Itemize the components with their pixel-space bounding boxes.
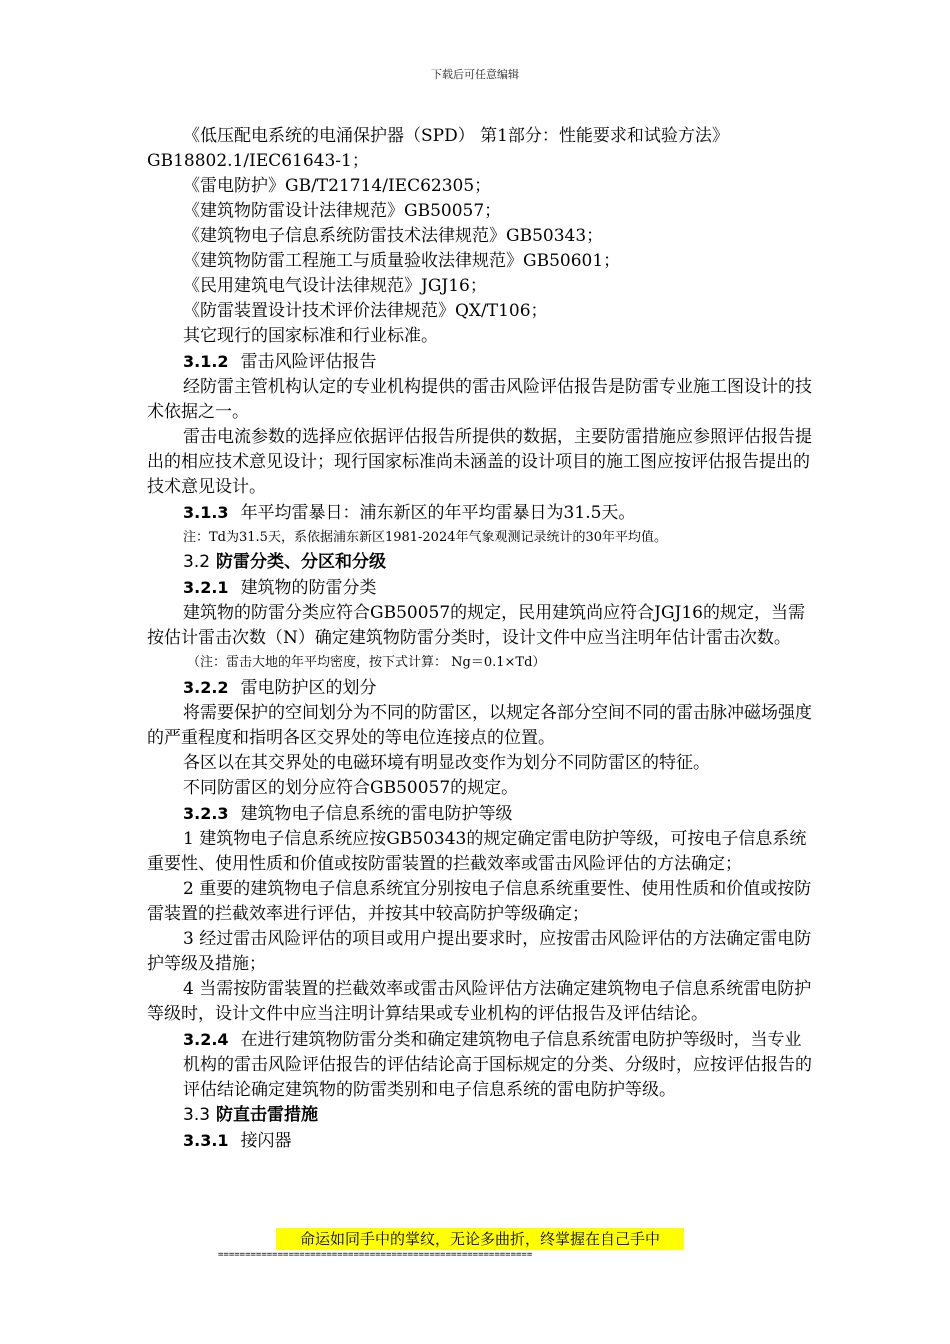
body-paragraph: 1 建筑物电子信息系统应按GB50343的规定确定雷电防护等级，可按电子信息系统重要性、使用性质和价值或按防雷装置的拦截效率或雷击风险评估的方法确定； bbox=[147, 829, 807, 874]
footer-motto: 命运如同手中的掌纹，无论多曲折，终掌握在自己手中 bbox=[276, 1228, 684, 1250]
body-paragraph: 各区以在其交界处的电磁环境有明显改变作为划分不同防雷区的特征。 bbox=[183, 753, 710, 773]
header-note: 下载后可任意编辑 bbox=[431, 68, 519, 81]
body-paragraph: 《雷电防护》GB/T21714/IEC62305； bbox=[183, 176, 492, 196]
section-number: 3.1.3 bbox=[183, 503, 229, 522]
section-number: 3.2 bbox=[183, 552, 211, 572]
body-paragraph: 3 经过雷击风险评估的项目或用户提出要求时，应按雷击风险评估的方法确定雷电防护等级及措施； bbox=[147, 929, 812, 974]
body-paragraph: 《建筑物电子信息系统防雷技术法律规范》GB50343； bbox=[183, 226, 604, 246]
subsection-heading bbox=[147, 500, 817, 526]
body-paragraph: 2 重要的建筑物电子信息系统宜分别按电子信息系统重要性、使用性质和价值或按防雷装置的拦截效率进行评估，并按其中较高防护等级确定； bbox=[147, 879, 812, 924]
section-number: 3.2.4 bbox=[183, 1030, 229, 1049]
section-text: 防直击雷措施 bbox=[216, 1105, 319, 1125]
section-text: 建筑物的防雷分类 bbox=[240, 578, 377, 598]
body-paragraph: 建筑物的防雷分类应符合GB50057的规定，民用建筑尚应符合JGJ16的规定，当需按估计雷击次数（N）确定建筑物防雷分类时，设计文件中应当注明年估计雷击次数。 bbox=[147, 603, 805, 648]
subsection-heading bbox=[147, 801, 817, 827]
subsection-heading bbox=[147, 1128, 817, 1154]
section-heading bbox=[147, 550, 817, 575]
body-paragraph: 将需要保护的空间划分为不同的防雷区，以规定各部分空间不同的雷击脉冲磁场强度的严重程度和指明各区交界处的等电位连接点的位置。 bbox=[147, 703, 812, 748]
body-paragraph: 《建筑物防雷设计法律规范》GB50057； bbox=[183, 201, 502, 221]
subsection-heading bbox=[147, 1027, 817, 1103]
body-paragraph: 雷击电流参数的选择应依据评估报告所提供的数据，主要防雷措施应参照评估报告提出的相应技术意见设计；现行国家标准尚未涵盖的设计项目的施工图应按评估报告提出的技术意见设计。 bbox=[147, 427, 812, 497]
body-paragraph: 《低压配电系统的电涌保护器（SPD） 第1部分：性能要求和试验方法》GB18802.1/IEC61643-1； bbox=[147, 126, 729, 171]
section-text: 接闪器 bbox=[240, 1131, 292, 1151]
note-paragraph: 注：Td为31.5天，系依据浦东新区1981-2024年气象观测记录统计的30年平均值。 bbox=[183, 530, 668, 545]
section-text: 雷电防护区的划分 bbox=[240, 678, 377, 698]
section-number: 3.1.2 bbox=[183, 352, 229, 371]
subsection-heading bbox=[147, 349, 817, 375]
section-text: 在进行建筑物防雷分类和确定建筑物电子信息系统雷电防护等级时，当专业机构的雷击风险评估报告的评估结论高于国标规定的分类、分级时，应按评估报告的评估结论确定建筑物的防雷类别和电子信息系统的雷电防护等级。 bbox=[183, 1030, 812, 1100]
section-number: 3.2.1 bbox=[183, 578, 229, 597]
subsection-heading bbox=[147, 575, 817, 601]
body-paragraph: 《民用建筑电气设计法律规范》JGJ16； bbox=[183, 276, 487, 296]
body-paragraph: 不同防雷区的划分应符合GB50057的规定。 bbox=[183, 778, 519, 798]
section-number: 3.2.3 bbox=[183, 804, 229, 823]
document-body bbox=[147, 124, 817, 1154]
section-text: 年平均雷暴日：浦东新区的年平均雷暴日为31.5天。 bbox=[240, 503, 636, 523]
body-paragraph: 《建筑物防雷工程施工与质量验收法律规范》GB50601； bbox=[183, 251, 621, 271]
section-heading bbox=[147, 1103, 817, 1128]
section-number: 3.3.1 bbox=[183, 1131, 229, 1150]
section-text: 建筑物电子信息系统的雷电防护等级 bbox=[240, 804, 513, 824]
section-number: 3.2.2 bbox=[183, 678, 229, 697]
body-paragraph: 其它现行的国家标准和行业标准。 bbox=[183, 326, 438, 346]
section-number: 3.3 bbox=[183, 1105, 211, 1125]
note-paragraph: （注：雷击大地的年平均密度，按下式计算： Ng＝0.1×Td） bbox=[187, 655, 546, 670]
section-text: 防雷分类、分区和分级 bbox=[216, 552, 387, 572]
subsection-heading bbox=[147, 675, 817, 701]
body-paragraph: 4 当需按防雷装置的拦截效率或雷击风险评估方法确定建筑物电子信息系统雷电防护等级时，设计文件中应当注明计算结果或专业机构的评估报告及评估结论。 bbox=[147, 979, 812, 1024]
section-text: 雷击风险评估报告 bbox=[240, 352, 377, 372]
body-paragraph: 经防雷主管机构认定的专业机构提供的雷击风险评估报告是防雷专业施工图设计的技术依据之一。 bbox=[147, 377, 812, 422]
body-paragraph: 《防雷装置设计技术评价法律规范》QX/T106； bbox=[183, 301, 548, 321]
footer-rule: ========================================================== bbox=[218, 1250, 533, 1260]
